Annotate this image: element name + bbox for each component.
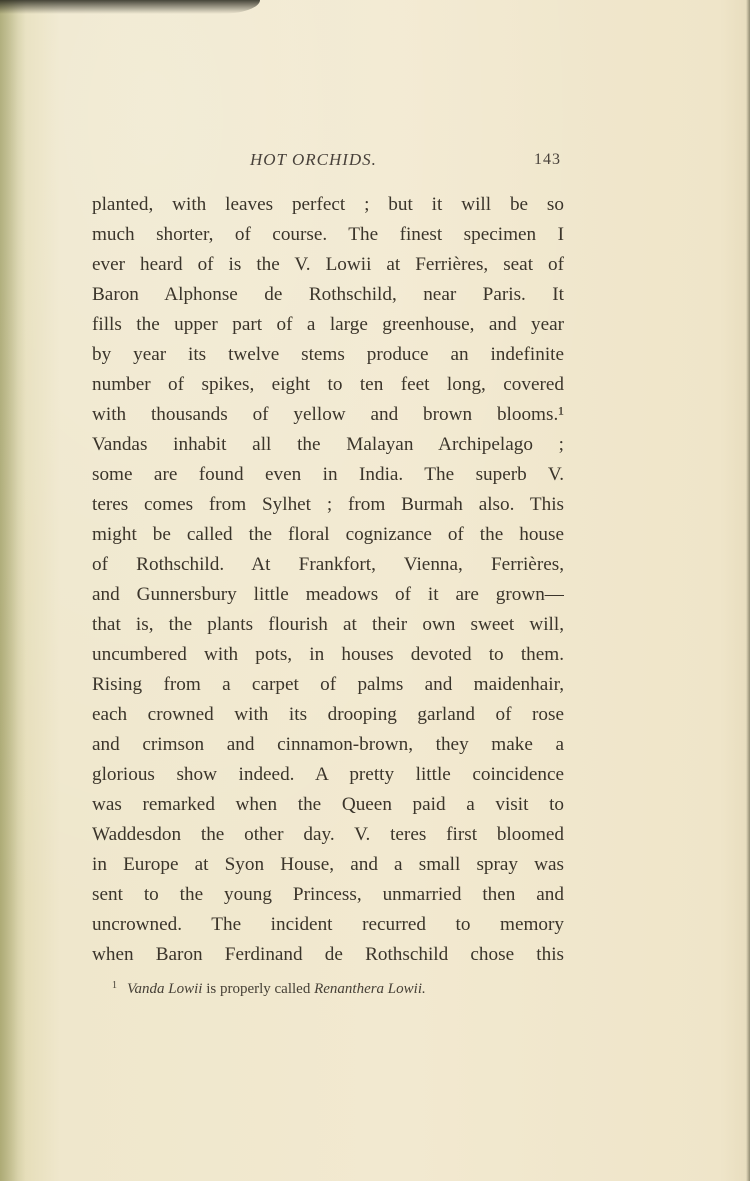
page-number: 143 bbox=[534, 151, 561, 168]
footnote-term-renamed: Renanthera Lowii. bbox=[314, 981, 426, 997]
text-line: Rising from a carpet of palms and maidenhair, bbox=[92, 674, 564, 695]
text-line: sent to the young Princess, unmarried then and bbox=[92, 884, 564, 905]
text-line: Baron Alphonse de Rothschild, near Paris. It bbox=[92, 284, 564, 305]
footnote-text: is properly called bbox=[202, 981, 315, 997]
text-line: Waddesdon the other day. V. teres first bloomed bbox=[92, 824, 564, 845]
text-line: might be called the floral cognizance of the house bbox=[92, 524, 564, 545]
text-line: and Gunnersbury little meadows of it are grown— bbox=[92, 584, 564, 605]
text-line: with thousands of yellow and brown blooms.¹ bbox=[92, 404, 564, 425]
footnote-term: Vanda Lowii bbox=[127, 981, 203, 997]
text-line: that is, the plants flourish at their own sweet will, bbox=[92, 614, 564, 635]
text-line: each crowned with its drooping garland of rose bbox=[92, 704, 564, 725]
text-line: of Rothschild. At Frankfort, Vienna, Ferrières, bbox=[92, 554, 564, 575]
text-line: when Baron Ferdinand de Rothschild chose this bbox=[92, 944, 564, 965]
running-title: HOT ORCHIDS. bbox=[250, 150, 377, 169]
text-line: planted, with leaves perfect ; but it will be so bbox=[92, 194, 564, 215]
page-top-edge-shadow bbox=[0, 0, 260, 14]
text-line: ever heard of is the V. Lowii at Ferrières, seat of bbox=[92, 254, 564, 275]
text-line: fills the upper part of a large greenhouse, and year bbox=[92, 314, 564, 335]
spine-shadow bbox=[0, 0, 26, 1181]
text-line: was remarked when the Queen paid a visit to bbox=[92, 794, 564, 815]
body-text bbox=[92, 190, 564, 970]
text-line: Vandas inhabit all the Malayan Archipelago ; bbox=[92, 434, 564, 455]
footnote bbox=[112, 976, 552, 999]
page-right-edge bbox=[746, 0, 750, 1181]
text-line: glorious show indeed. A pretty little coincidence bbox=[92, 764, 564, 785]
running-head bbox=[0, 150, 750, 172]
text-line: in Europe at Syon House, and a small spray was bbox=[92, 854, 564, 875]
text-line: and crimson and cinnamon-brown, they make a bbox=[92, 734, 564, 755]
text-line: number of spikes, eight to ten feet long, covered bbox=[92, 374, 564, 395]
text-line: some are found even in India. The superb V. bbox=[92, 464, 564, 485]
text-line: uncumbered with pots, in houses devoted to them. bbox=[92, 644, 564, 665]
text-line: by year its twelve stems produce an indefinite bbox=[92, 344, 564, 365]
text-line: much shorter, of course. The finest specimen I bbox=[92, 224, 564, 245]
footnote-mark: 1 bbox=[112, 980, 117, 991]
text-line: uncrowned. The incident recurred to memory bbox=[92, 914, 564, 935]
text-line: teres comes from Sylhet ; from Burmah also. This bbox=[92, 494, 564, 515]
